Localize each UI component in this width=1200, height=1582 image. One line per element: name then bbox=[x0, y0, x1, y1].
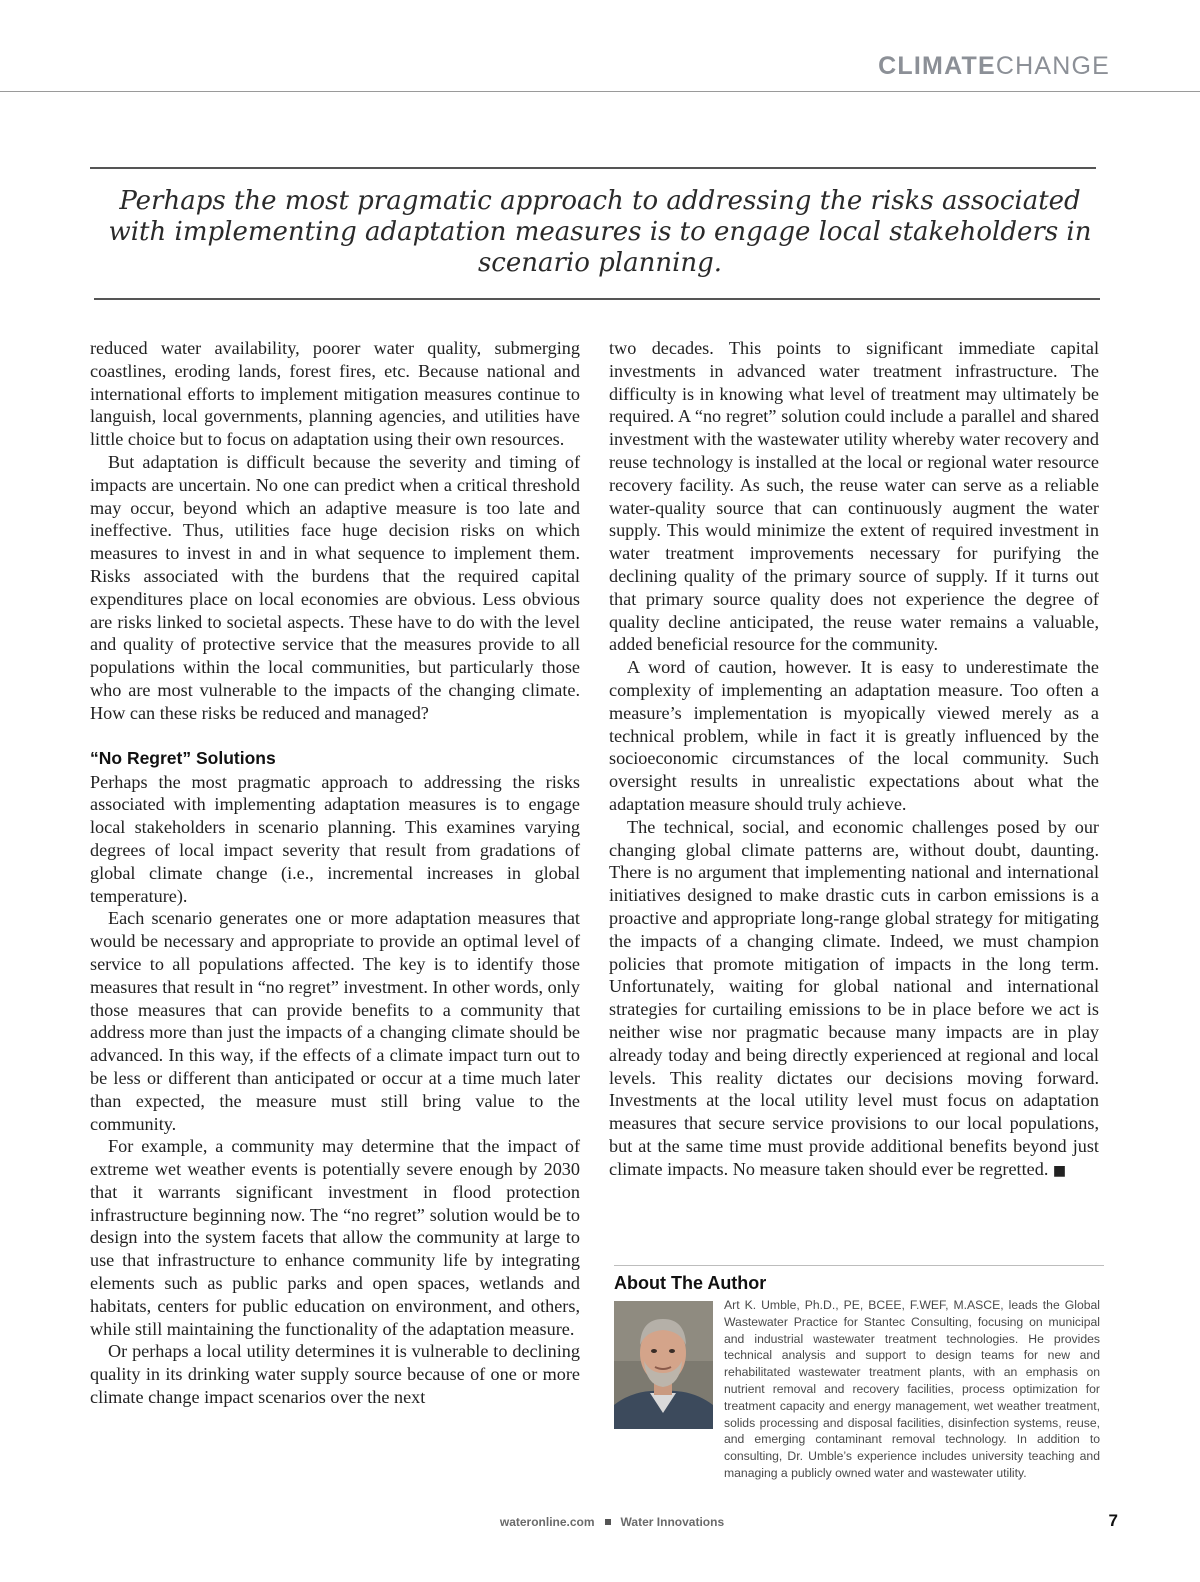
paragraph: For example, a community may determine that the impact of extreme wet weather events is potentially severe enough by 2030 that it warrants significant investment in flood protection infrastructure beginning now. The “no regret” solution would be to design into the system facets that allow the community at large to use that infrastructure to enhance community life by integrating elements such as public parks and open spaces, wetlands and habitats, centers for public education on environment, and others, while still maintaining the functionality of the adaptation measure. bbox=[90, 1136, 580, 1339]
end-of-article-mark: ■ bbox=[1052, 1162, 1067, 1179]
right-column bbox=[609, 337, 1099, 1182]
paragraph: Each scenario generates one or more adaptation measures that would be necessary and appropriate to provide an optimal level of service to all populations affected. The key is to identify those measures that result in “no regret” investment. In other words, only those measures that can provide benefits to a community that address more than just the impacts of a changing climate should be advanced. In this way, if the effects of a climate impact turn out to be less or different than anticipated or occur at a time much later than expected, the measure must still bring value to the community. bbox=[90, 908, 580, 1134]
footer-separator bbox=[605, 1519, 611, 1525]
page-footer bbox=[0, 1515, 1200, 1529]
pull-quote-top-rule bbox=[90, 167, 1096, 169]
footer-site-link[interactable]: wateronline.com bbox=[499, 1515, 595, 1529]
section-title bbox=[878, 52, 1110, 81]
paragraph: But adaptation is difficult because the severity and timing of impacts are uncertain. No one can predict when a critical threshold may occur, beyond which an adaptive measure is too late and ineffective. Thus, utilities face huge decision risks on which measures to invest in and in what sequence to implement them. Risks associated with the burdens that the required capital expenditures place on local economies are obvious. Less obvious are risks linked to societal aspects. These have to do with the level and quality of protective service that the measures provide to all populations within the local communities, but particularly those who are most vulnerable to the impacts of the changing climate. How can these risks be reduced and managed? bbox=[90, 451, 580, 723]
section-title-bold: CLIMATE bbox=[878, 52, 996, 80]
paragraph: A word of caution, however. It is easy to underestimate the complexity of implementing an adaptation measure. Too often a measure’s implementation is myopically viewed merely as a technical problem, while in fact it is greatly influenced by the socioeconomic circumstances of the local community. Such oversight results in unrealistic expectations about what the adaptation measure should truly achieve. bbox=[609, 657, 1099, 814]
pull-quote-bottom-rule bbox=[94, 298, 1100, 300]
page-number: 7 bbox=[1108, 1511, 1118, 1530]
paragraph: Perhaps the most pragmatic approach to addressing the risks associated with implementing adaptation measures is to engage local stakeholders in scenario planning. This examines varying degrees of local impact severity that result from gradations of global climate change (i.e., incremental increases in global temperature). bbox=[90, 771, 580, 906]
footer-publication: Water Innovations bbox=[620, 1515, 725, 1529]
author-portrait-illustration bbox=[614, 1301, 713, 1429]
paragraph bbox=[609, 816, 1099, 1183]
author-divider bbox=[614, 1265, 1104, 1266]
paragraph: reduced water availability, poorer water quality, submerging coastlines, eroding lands, forest fires, etc. Because national and international efforts to implement mitigation measures continue to languish, local governments, planning agencies, and utilities have little choice but to focus on adaptation using their own resources. bbox=[90, 338, 580, 450]
header-divider bbox=[0, 91, 1200, 92]
section-title-light: CHANGE bbox=[995, 52, 1110, 80]
author-heading: About The Author bbox=[614, 1273, 767, 1293]
section-heading: “No Regret” Solutions bbox=[90, 747, 276, 768]
pull-quote: Perhaps the most pragmatic approach to addressing the risks associated with implementing adaptation measures is to engage local stakeholders in scenario planning. bbox=[108, 186, 1092, 278]
paragraph: two decades. This points to significant immediate capital investments in advanced water treatment infrastructure. The difficulty is in knowing what level of treatment may ultimately be required. A “no regret” solution could include a parallel and shared investment with the wastewater utility whereby water recovery and reuse technology is installed at the local or regional water resource recovery facility. As such, the reuse water can serve as a reliable water-quality source that can continuously augment the water supply. This would minimize the extent of required investment in water treatment improvements necessary for purifying the declining quality of the primary source of supply. If it turns out that primary source quality does not experience the degree of quality decline anticipated, the reuse water remains a valuable, added beneficial resource for the community. bbox=[609, 338, 1099, 655]
paragraph-text: The technical, social, and economic challenges posed by our changing global climate patterns are, without doubt, daunting. There is no argument that implementing national and international initiatives designed to make drastic cuts in carbon emissions is a proactive and appropriate long-range global strategy for mitigating the impacts of a changing climate. Indeed, we must champion policies that promote mitigation of impacts in the long term. Unfortunately, waiting for global national and international strategies for curtailing emissions to be in place before we act is neither wise nor pragmatic because many impacts are in play already today and being directly experienced at regional and local levels. This reality dictates our decisions moving forward. Investments at the local utility level must focus on adaptation measures that secure service provisions to our local populations, but at the same time must provide additional benefits beyond just climate impacts. No measure taken should ever be regretted. bbox=[609, 816, 1099, 1179]
author-photo bbox=[614, 1301, 713, 1429]
paragraph: Or perhaps a local utility determines it is vulnerable to declining quality in its drinking water supply source because of one or more climate change impact scenarios over the next bbox=[90, 1341, 580, 1408]
author-bio: Art K. Umble, Ph.D., PE, BCEE, F.WEF, M.ASCE, leads the Global Wastewater Practice for Stantec Consulting, focusing on municipal and industrial wastewater treatment technologies. He provides technical analysis and support to design teams for new and rehabilitated wastewater treatment plants, with an emphasis on nutrient removal and recovery facilities, process optimization for treatment capacity and energy management, wet weather treatment, solids processing and disposal facilities, disinfection systems, reuse, and emerging contaminant removal technology. In addition to consulting, Dr. Umble’s experience includes university teaching and managing a publicly owned water and wastewater utility. bbox=[724, 1298, 1100, 1480]
left-column bbox=[90, 337, 580, 1409]
